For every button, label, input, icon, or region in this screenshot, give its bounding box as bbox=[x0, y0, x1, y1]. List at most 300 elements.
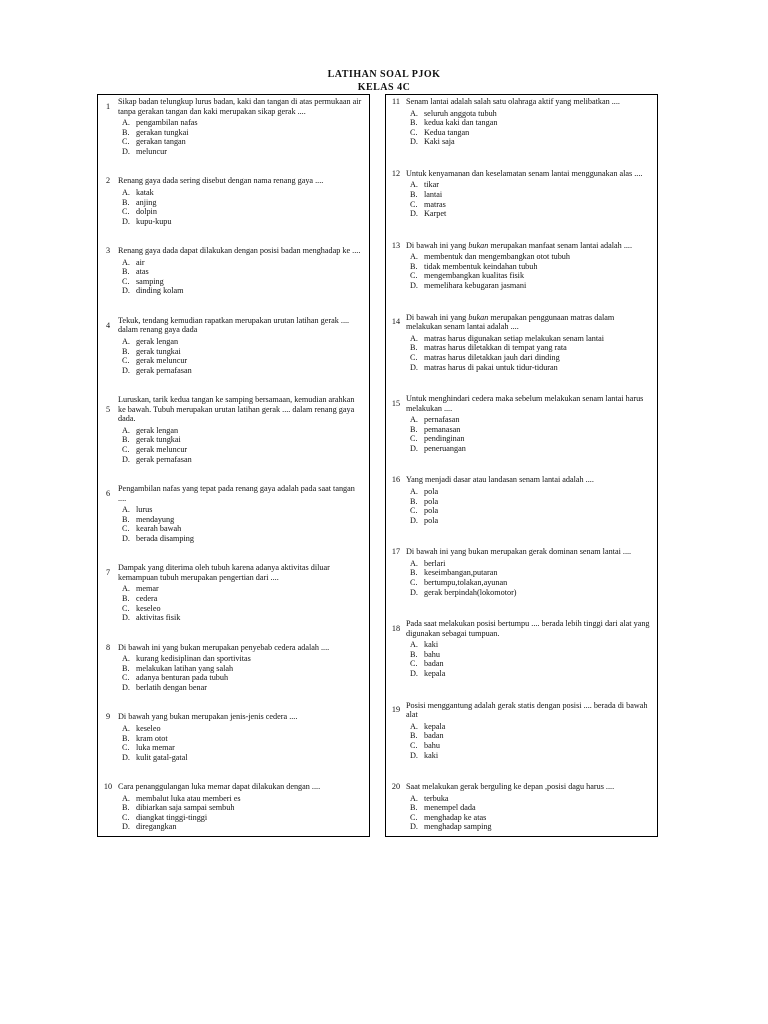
option-text: gerakan tungkai bbox=[136, 127, 189, 137]
question-16 bbox=[386, 475, 657, 525]
answer-option bbox=[410, 588, 657, 598]
question-stem bbox=[98, 316, 369, 335]
answer-option bbox=[122, 137, 369, 147]
question-stem bbox=[98, 97, 369, 116]
answer-option bbox=[410, 190, 657, 200]
answer-option bbox=[410, 722, 657, 732]
option-letter: B. bbox=[410, 118, 418, 128]
answer-options bbox=[410, 640, 657, 678]
question-8 bbox=[98, 643, 369, 693]
question-text-part: Di bawah ini yang bbox=[406, 240, 469, 250]
answer-option bbox=[410, 363, 657, 373]
option-text: pola bbox=[424, 496, 439, 506]
option-letter: D. bbox=[410, 209, 418, 219]
option-letter: B. bbox=[122, 733, 130, 743]
answer-option bbox=[122, 794, 369, 804]
option-text: tidak membentuk keindahan tubuh bbox=[424, 261, 538, 271]
answer-option bbox=[410, 741, 657, 751]
option-text: bertumpu,tolakan,ayunan bbox=[424, 578, 508, 588]
question-20 bbox=[386, 782, 657, 832]
question-number: 10 bbox=[103, 782, 113, 792]
option-letter: B. bbox=[122, 267, 130, 277]
question-text: Tekuk, tendang kemudian rapatkan merupakan urutan latihan gerak .... dalam renang gaya dada bbox=[118, 315, 350, 335]
answer-option bbox=[122, 534, 369, 544]
answer-option bbox=[410, 118, 657, 128]
question-13 bbox=[386, 241, 657, 291]
answer-option bbox=[122, 258, 369, 268]
question-stem bbox=[98, 395, 369, 424]
option-letter: A. bbox=[122, 187, 130, 197]
option-text: Karpet bbox=[424, 209, 447, 219]
question-text: Di bawah ini yang bukan merupakan penyebab cedera adalah .... bbox=[118, 642, 330, 652]
option-letter: A. bbox=[410, 640, 418, 650]
option-letter: B. bbox=[122, 346, 130, 356]
option-text: menempel dada bbox=[424, 803, 476, 813]
question-text: Di bawah ini yang bukan merupakan gerak dominan senam lantai .... bbox=[406, 547, 632, 557]
question-number: 3 bbox=[105, 246, 111, 256]
answer-option bbox=[410, 506, 657, 516]
option-letter: A. bbox=[122, 336, 130, 346]
page-header bbox=[0, 68, 768, 94]
option-text: Kedua tangan bbox=[424, 127, 470, 137]
option-text: gerak pernafasan bbox=[136, 365, 192, 375]
question-text: Yang menjadi dasar atau landasan senam lantai adalah .... bbox=[406, 475, 594, 485]
option-text: pengambilan nafas bbox=[136, 118, 198, 128]
question-9 bbox=[98, 712, 369, 762]
option-letter: B. bbox=[410, 343, 418, 353]
answer-option bbox=[122, 594, 369, 604]
answer-option bbox=[122, 515, 369, 525]
option-letter: C. bbox=[410, 434, 418, 444]
answer-options bbox=[410, 487, 657, 525]
option-letter: A. bbox=[122, 257, 130, 267]
question-number: 15 bbox=[391, 398, 401, 408]
answer-option bbox=[410, 434, 657, 444]
answer-option bbox=[410, 353, 657, 363]
option-letter: B. bbox=[410, 261, 418, 271]
answer-option bbox=[122, 445, 369, 455]
option-text: kaki bbox=[424, 750, 439, 760]
option-letter: B. bbox=[410, 424, 418, 434]
question-text bbox=[406, 241, 657, 251]
question-19 bbox=[386, 701, 657, 761]
option-letter: D. bbox=[410, 669, 418, 679]
option-letter: D. bbox=[122, 822, 130, 832]
answer-options bbox=[122, 584, 369, 622]
question-stem bbox=[386, 394, 657, 413]
option-text: membentuk dan mengembangkan otot tubuh bbox=[424, 252, 570, 262]
answer-options bbox=[410, 559, 657, 597]
option-letter: C. bbox=[122, 524, 130, 534]
option-text: kepala bbox=[424, 669, 446, 679]
question-text: Pengambilan nafas yang tepat pada renang gaya adalah pada saat tangan .... bbox=[118, 483, 355, 503]
question-stem bbox=[98, 782, 369, 792]
option-text: kupu-kupu bbox=[136, 216, 172, 226]
answer-options bbox=[122, 337, 369, 375]
option-letter: A. bbox=[410, 415, 418, 425]
answer-option bbox=[122, 435, 369, 445]
option-text: anjing bbox=[136, 197, 157, 207]
option-letter: A. bbox=[410, 793, 418, 803]
option-text: matras harus digunakan setiap melakukan senam lantai bbox=[424, 333, 605, 343]
answer-options bbox=[410, 109, 657, 147]
answer-option bbox=[122, 683, 369, 693]
question-text: Di bawah yang bukan merupakan jenis-jenis cedera .... bbox=[118, 712, 298, 722]
answer-option bbox=[122, 356, 369, 366]
answer-option bbox=[410, 731, 657, 741]
option-text: bahu bbox=[424, 649, 440, 659]
question-stem bbox=[98, 712, 369, 722]
answer-options bbox=[410, 794, 657, 832]
question-12 bbox=[386, 169, 657, 219]
answer-option bbox=[410, 669, 657, 679]
option-text: keseimbangan,putaran bbox=[424, 568, 498, 578]
answer-option bbox=[122, 366, 369, 376]
question-18 bbox=[386, 619, 657, 679]
option-letter: D. bbox=[410, 587, 418, 597]
question-text-part: Di bawah ini yang bbox=[406, 312, 469, 322]
answer-option bbox=[410, 180, 657, 190]
question-number: 9 bbox=[105, 712, 111, 722]
answer-option bbox=[122, 455, 369, 465]
option-letter: C. bbox=[410, 199, 418, 209]
answer-options bbox=[410, 334, 657, 372]
option-text: dolpin bbox=[136, 207, 157, 217]
answer-option bbox=[122, 147, 369, 157]
option-letter: D. bbox=[410, 443, 418, 453]
option-text: gerak tungkai bbox=[136, 346, 181, 356]
question-text: Untuk menghindari cedera maka sebelum melakukan senam lantai harus melakukan .... bbox=[406, 393, 644, 413]
option-letter: B. bbox=[410, 568, 418, 578]
answer-option bbox=[410, 425, 657, 435]
answer-option bbox=[410, 281, 657, 291]
option-text: pernafasan bbox=[424, 415, 460, 425]
answer-option bbox=[122, 753, 369, 763]
answer-options bbox=[122, 118, 369, 156]
option-text: aktivitas fisik bbox=[136, 613, 181, 623]
option-letter: C. bbox=[410, 352, 418, 362]
question-5 bbox=[98, 395, 369, 464]
answer-options bbox=[410, 415, 657, 453]
answer-option bbox=[122, 118, 369, 128]
question-stem bbox=[386, 475, 657, 485]
option-letter: B. bbox=[122, 594, 130, 604]
option-text: meluncur bbox=[136, 146, 167, 156]
option-text: mendayung bbox=[136, 514, 175, 524]
answer-option bbox=[122, 505, 369, 515]
option-letter: A. bbox=[410, 721, 418, 731]
question-stem bbox=[98, 643, 369, 653]
question-number: 6 bbox=[105, 488, 111, 498]
question-number: 16 bbox=[391, 475, 401, 485]
answer-option bbox=[122, 613, 369, 623]
answer-option bbox=[410, 813, 657, 823]
question-number: 19 bbox=[391, 705, 401, 715]
option-text: kearah bawah bbox=[136, 524, 182, 534]
question-11 bbox=[386, 97, 657, 147]
option-letter: A. bbox=[122, 584, 130, 594]
question-3 bbox=[98, 246, 369, 296]
option-letter: D. bbox=[410, 362, 418, 372]
page-subtitle: KELAS 4C bbox=[357, 82, 411, 93]
answer-options bbox=[122, 188, 369, 226]
answer-option bbox=[122, 604, 369, 614]
option-text: kulit gatal-gatal bbox=[136, 752, 188, 762]
option-text: adanya benturan pada tubuh bbox=[136, 673, 229, 683]
answer-option bbox=[410, 128, 657, 138]
option-letter: B. bbox=[122, 803, 130, 813]
question-stem bbox=[386, 313, 657, 332]
question-stem bbox=[386, 97, 657, 107]
option-letter: A. bbox=[410, 333, 418, 343]
answer-option bbox=[410, 271, 657, 281]
question-number: 7 bbox=[105, 568, 111, 578]
answer-option bbox=[122, 803, 369, 813]
answer-options bbox=[122, 505, 369, 543]
option-text: matras harus di pakai untuk tidur-tiduran bbox=[424, 362, 558, 372]
question-text bbox=[406, 313, 657, 332]
option-letter: B. bbox=[410, 731, 418, 741]
option-letter: C. bbox=[122, 207, 130, 217]
option-text: membalut luka atau memberi es bbox=[136, 793, 241, 803]
option-text: tikar bbox=[424, 180, 440, 190]
option-letter: B. bbox=[122, 514, 130, 524]
answer-option bbox=[122, 524, 369, 534]
option-text: gerak meluncur bbox=[136, 356, 188, 366]
option-text: keseleo bbox=[136, 723, 161, 733]
answer-option bbox=[410, 659, 657, 669]
answer-option bbox=[122, 813, 369, 823]
option-text: gerak tungkai bbox=[136, 435, 181, 445]
question-text: Senam lantai adalah salah satu olahraga aktif yang melibatkan .... bbox=[406, 97, 620, 106]
answer-option bbox=[410, 559, 657, 569]
emphasis-text: bukan bbox=[468, 240, 489, 250]
option-text: peneruangan bbox=[424, 443, 466, 453]
answer-option bbox=[410, 200, 657, 210]
option-text: kram otot bbox=[136, 733, 168, 743]
option-letter: D. bbox=[122, 613, 130, 623]
option-text: memelihara kebugaran jasmani bbox=[424, 281, 527, 291]
answer-options bbox=[122, 426, 369, 464]
answer-option bbox=[410, 415, 657, 425]
option-letter: D. bbox=[122, 365, 130, 375]
answer-options bbox=[410, 722, 657, 760]
answer-option bbox=[410, 578, 657, 588]
question-stem bbox=[98, 246, 369, 256]
question-stem bbox=[98, 176, 369, 186]
option-text: Kaki saja bbox=[424, 137, 455, 147]
answer-option bbox=[410, 252, 657, 262]
option-letter: B. bbox=[122, 663, 130, 673]
answer-option bbox=[122, 654, 369, 664]
answer-option bbox=[410, 444, 657, 454]
option-text: terbuka bbox=[424, 793, 449, 803]
option-letter: A. bbox=[410, 487, 418, 496]
option-letter: D. bbox=[410, 137, 418, 147]
option-letter: B. bbox=[410, 803, 418, 813]
answer-option bbox=[122, 267, 369, 277]
question-stem bbox=[386, 619, 657, 638]
question-text-part: merupakan penggunaan matras dalam melakukan senam lantai adalah .... bbox=[406, 312, 615, 332]
question-number: 8 bbox=[105, 642, 111, 652]
option-letter: D. bbox=[122, 752, 130, 762]
option-letter: C. bbox=[410, 812, 418, 822]
option-text: gerakan tangan bbox=[136, 137, 186, 147]
answer-option bbox=[410, 803, 657, 813]
question-number: 13 bbox=[391, 240, 401, 250]
option-text: kepala bbox=[424, 721, 446, 731]
question-text: Pada saat melakukan posisi bertumpu .... berada lebih tinggi dari alat yang digunakan sebagai tumpuan. bbox=[406, 619, 650, 638]
option-text: gerak berpindah(lokomotor) bbox=[424, 587, 517, 597]
option-letter: A. bbox=[410, 108, 418, 118]
question-text-part: merupakan manfaat senam lantai adalah .... bbox=[488, 240, 633, 250]
question-number: 11 bbox=[392, 97, 400, 106]
option-text: dibiarkan saja sampai sembuh bbox=[136, 803, 235, 813]
option-letter: D. bbox=[122, 286, 130, 296]
option-text: pola bbox=[424, 487, 439, 496]
option-letter: C. bbox=[410, 271, 418, 281]
option-text: atas bbox=[136, 267, 149, 277]
option-letter: B. bbox=[122, 127, 130, 137]
question-number: 4 bbox=[105, 320, 111, 330]
question-6 bbox=[98, 484, 369, 544]
answer-option bbox=[122, 724, 369, 734]
question-column-left bbox=[97, 94, 370, 837]
option-text: badan bbox=[424, 659, 444, 669]
option-text: gerak lengan bbox=[136, 336, 179, 346]
question-number: 20 bbox=[391, 781, 401, 791]
question-stem bbox=[386, 169, 657, 179]
option-letter: A. bbox=[410, 558, 418, 568]
answer-option bbox=[122, 743, 369, 753]
option-text: pola bbox=[424, 506, 439, 516]
answer-option bbox=[410, 640, 657, 650]
question-column-right bbox=[385, 94, 658, 837]
answer-option bbox=[122, 822, 369, 832]
question-text: Sikap badan telungkup lurus badan, kaki dan tangan di atas permukaan air tanpa gerakan tangan dan kaki merupakan sikap gerak .... bbox=[118, 97, 362, 116]
option-letter: D. bbox=[122, 454, 130, 464]
option-text: gerak meluncur bbox=[136, 445, 188, 455]
question-stem bbox=[386, 547, 657, 557]
option-text: samping bbox=[136, 276, 164, 286]
option-letter: C. bbox=[122, 276, 130, 286]
answer-option bbox=[410, 343, 657, 353]
option-letter: C. bbox=[410, 740, 418, 750]
question-number: 1 bbox=[105, 101, 111, 111]
answer-option bbox=[122, 426, 369, 436]
answer-option bbox=[410, 262, 657, 272]
option-letter: A. bbox=[122, 723, 130, 733]
question-14 bbox=[386, 313, 657, 373]
option-letter: C. bbox=[122, 743, 130, 753]
option-letter: C. bbox=[122, 603, 130, 613]
question-text: Saat melakukan gerak berguling ke depan ,posisi dagu harus .... bbox=[406, 781, 615, 791]
option-letter: A. bbox=[122, 793, 130, 803]
answer-option bbox=[410, 137, 657, 147]
option-text: diangkat tinggi-tinggi bbox=[136, 812, 208, 822]
question-text: Dampak yang diterima oleh tubuh karena adanya aktivitas diluar kemampuan tubuh merupakan pengertian dari .... bbox=[118, 563, 330, 582]
option-text: seluruh anggota tubuh bbox=[424, 108, 497, 118]
option-text: air bbox=[136, 257, 145, 267]
answer-option bbox=[122, 337, 369, 347]
answer-option bbox=[122, 188, 369, 198]
option-text: matras harus diletakkan di tempat yang rata bbox=[424, 343, 567, 353]
option-text: mengembangkan kualitas fisik bbox=[424, 271, 525, 281]
option-text: matras bbox=[424, 199, 446, 209]
option-text: memar bbox=[136, 584, 159, 594]
option-text: berada disamping bbox=[136, 533, 194, 543]
option-text: menghadap ke atas bbox=[424, 812, 487, 822]
question-15 bbox=[386, 394, 657, 454]
question-10 bbox=[98, 782, 369, 832]
option-letter: A. bbox=[122, 505, 130, 515]
option-letter: A. bbox=[122, 118, 130, 128]
option-text: cedera bbox=[136, 594, 158, 604]
option-letter: B. bbox=[122, 197, 130, 207]
answer-option bbox=[410, 568, 657, 578]
answer-option bbox=[122, 347, 369, 357]
question-text: Luruskan, tarik kedua tangan ke samping bersamaan, kemudian arahkan ke bawah. Tubuh merupakan urutan latihan gerak .... dalam renang gaya dada. bbox=[118, 395, 355, 424]
answer-option bbox=[122, 198, 369, 208]
option-letter: B. bbox=[410, 190, 418, 200]
answer-options bbox=[122, 794, 369, 832]
question-stem bbox=[386, 701, 657, 720]
option-text: katak bbox=[136, 187, 154, 197]
option-letter: C. bbox=[410, 659, 418, 669]
option-text: gerak lengan bbox=[136, 425, 179, 435]
option-letter: C. bbox=[410, 578, 418, 588]
question-number: 18 bbox=[391, 623, 401, 633]
option-text: bahu bbox=[424, 740, 440, 750]
question-number: 2 bbox=[105, 176, 111, 186]
page-title: LATIHAN SOAL PJOK bbox=[327, 69, 441, 80]
question-17 bbox=[386, 547, 657, 597]
option-letter: D. bbox=[122, 216, 130, 226]
option-letter: A. bbox=[410, 180, 418, 190]
option-letter: C. bbox=[122, 137, 130, 147]
question-2 bbox=[98, 176, 369, 226]
option-text: menghadap samping bbox=[424, 822, 492, 832]
answer-options bbox=[122, 654, 369, 692]
answer-option bbox=[122, 128, 369, 138]
option-text: melakukan latihan yang salah bbox=[136, 663, 234, 673]
question-text: Renang gaya dada sering disebut dengan nama renang gaya .... bbox=[118, 176, 324, 186]
question-number: 12 bbox=[391, 168, 401, 178]
option-text: lurus bbox=[136, 505, 153, 515]
option-text: pola bbox=[424, 515, 439, 525]
answer-options bbox=[410, 180, 657, 218]
option-letter: D. bbox=[122, 682, 130, 692]
answer-option bbox=[410, 822, 657, 832]
question-number: 14 bbox=[391, 317, 401, 327]
answer-option bbox=[122, 734, 369, 744]
answer-option bbox=[410, 751, 657, 761]
question-stem bbox=[98, 563, 369, 582]
question-4 bbox=[98, 316, 369, 376]
option-letter: A. bbox=[122, 654, 130, 664]
option-letter: C. bbox=[410, 506, 418, 516]
answer-option bbox=[410, 497, 657, 507]
option-letter: D. bbox=[410, 822, 418, 832]
question-1 bbox=[98, 97, 369, 157]
question-stem bbox=[386, 782, 657, 792]
answer-options bbox=[122, 258, 369, 296]
question-stem bbox=[386, 241, 657, 251]
answer-option bbox=[410, 516, 657, 526]
option-letter: A. bbox=[122, 425, 130, 435]
option-letter: D. bbox=[410, 515, 418, 525]
answer-option bbox=[122, 217, 369, 227]
